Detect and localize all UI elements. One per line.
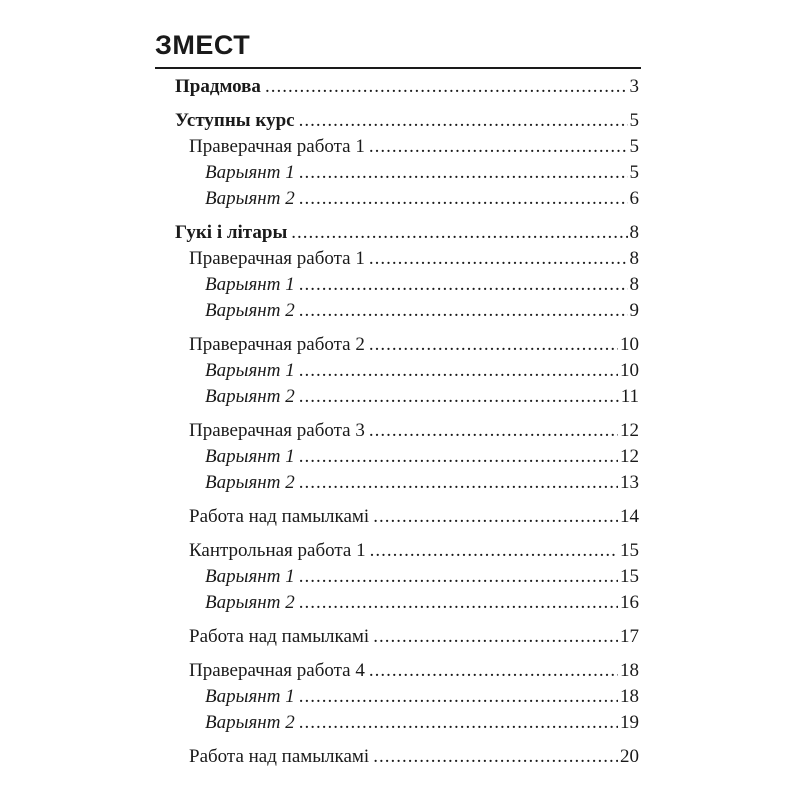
toc-entry-page-number: 3 (629, 76, 639, 97)
toc-entry-page-number: 17 (620, 626, 639, 647)
toc-entry-label: Праверачная работа 2 (189, 334, 365, 355)
toc-entry[interactable] (175, 220, 639, 246)
dot-leader (299, 108, 628, 134)
toc-entry[interactable] (175, 332, 639, 358)
toc-entry-page-number: 12 (620, 446, 639, 467)
toc-entry-page-number: 5 (629, 110, 639, 131)
dot-leader (369, 332, 618, 358)
toc-entry-page-number: 6 (629, 188, 639, 209)
page-title: ЗМЕСТ (155, 30, 251, 60)
toc-entry-page-number: 5 (629, 162, 639, 183)
dot-leader (369, 658, 618, 684)
toc-entry-page-number: 15 (620, 540, 639, 561)
toc-entry-label: Работа над памылкамі (189, 626, 370, 647)
dot-leader (299, 590, 618, 616)
toc-entry[interactable] (175, 246, 639, 272)
toc-entry[interactable] (175, 658, 639, 684)
toc-entry[interactable] (175, 108, 639, 134)
toc-entry-label: Прадмова (175, 76, 261, 97)
dot-leader (299, 710, 618, 736)
dot-leader (370, 538, 618, 564)
toc-entry-page-number: 10 (620, 360, 639, 381)
toc-entry[interactable] (175, 384, 639, 410)
toc-entry-label: Варыянт 2 (205, 592, 295, 613)
toc-entry-label: Работа над памылкамі (189, 746, 370, 767)
toc-entry[interactable] (175, 444, 639, 470)
toc-entry-page-number: 8 (629, 248, 639, 269)
toc-entry-page-number: 15 (620, 566, 639, 587)
dot-leader (373, 624, 618, 650)
dot-leader (299, 186, 628, 212)
toc-entry-page-number: 18 (620, 660, 639, 681)
toc-entry-page-number: 9 (629, 300, 639, 321)
toc-entry-page-number: 13 (620, 472, 639, 493)
dot-leader (299, 272, 628, 298)
toc-entry-label: Варыянт 1 (205, 360, 295, 381)
toc-entry-label: Кантрольная работа 1 (189, 540, 366, 561)
toc-entry[interactable] (175, 470, 639, 496)
toc-entry[interactable] (175, 564, 639, 590)
toc-entry-page-number: 10 (620, 334, 639, 355)
toc-entry-label: Варыянт 2 (205, 188, 295, 209)
dot-leader (373, 504, 618, 530)
toc-entry-page-number: 18 (620, 686, 639, 707)
toc-entry-label: Варыянт 1 (205, 162, 295, 183)
dot-leader (299, 444, 618, 470)
toc-entry-page-number: 20 (620, 746, 639, 767)
dot-leader (299, 470, 618, 496)
table-of-contents (175, 74, 639, 770)
dot-leader (369, 134, 628, 160)
toc-entry-page-number: 14 (620, 506, 639, 527)
toc-entry-page-number: 16 (620, 592, 639, 613)
toc-entry-label: Праверачная работа 4 (189, 660, 365, 681)
dot-leader (373, 744, 618, 770)
toc-entry-label: Варыянт 1 (205, 274, 295, 295)
toc-entry[interactable] (175, 744, 639, 770)
toc-entry-label: Работа над памылкамі (189, 506, 370, 527)
toc-entry-label: Варыянт 1 (205, 446, 295, 467)
dot-leader (299, 160, 628, 186)
dot-leader (265, 74, 628, 100)
toc-entry[interactable] (175, 538, 639, 564)
dot-leader (299, 564, 618, 590)
toc-entry-page-number: 8 (629, 222, 639, 243)
dot-leader (299, 358, 618, 384)
title-divider (155, 67, 641, 69)
toc-entry-page-number: 19 (620, 712, 639, 733)
toc-entry[interactable] (175, 358, 639, 384)
toc-entry[interactable] (175, 590, 639, 616)
dot-leader (299, 684, 618, 710)
dot-leader (291, 220, 627, 246)
toc-entry-page-number: 12 (620, 420, 639, 441)
toc-entry[interactable] (175, 710, 639, 736)
toc-entry[interactable] (175, 624, 639, 650)
toc-entry-page-number: 5 (629, 136, 639, 157)
toc-entry-label: Варыянт 1 (205, 566, 295, 587)
toc-entry-label: Варыянт 2 (205, 472, 295, 493)
toc-entry[interactable] (175, 160, 639, 186)
dot-leader (299, 298, 628, 324)
toc-entry-label: Гукі і літары (175, 222, 288, 243)
toc-entry-page-number: 11 (620, 386, 639, 407)
toc-entry[interactable] (175, 186, 639, 212)
toc-entry[interactable] (175, 272, 639, 298)
dot-leader (299, 384, 619, 410)
dot-leader (369, 246, 628, 272)
toc-entry-label: Праверачная работа 3 (189, 420, 365, 441)
toc-entry[interactable] (175, 684, 639, 710)
toc-entry-label: Праверачная работа 1 (189, 136, 365, 157)
toc-entry-label: Праверачная работа 1 (189, 248, 365, 269)
toc-entry[interactable] (175, 298, 639, 324)
toc-entry-page-number: 8 (629, 274, 639, 295)
toc-entry[interactable] (175, 74, 639, 100)
toc-entry[interactable] (175, 134, 639, 160)
toc-entry-label: Варыянт 1 (205, 686, 295, 707)
toc-entry-label: Варыянт 2 (205, 300, 295, 321)
toc-entry-label: Варыянт 2 (205, 712, 295, 733)
toc-entry[interactable] (175, 418, 639, 444)
dot-leader (369, 418, 618, 444)
toc-entry-label: Варыянт 2 (205, 386, 295, 407)
toc-entry-label: Уступны курс (175, 110, 295, 131)
toc-entry[interactable] (175, 504, 639, 530)
